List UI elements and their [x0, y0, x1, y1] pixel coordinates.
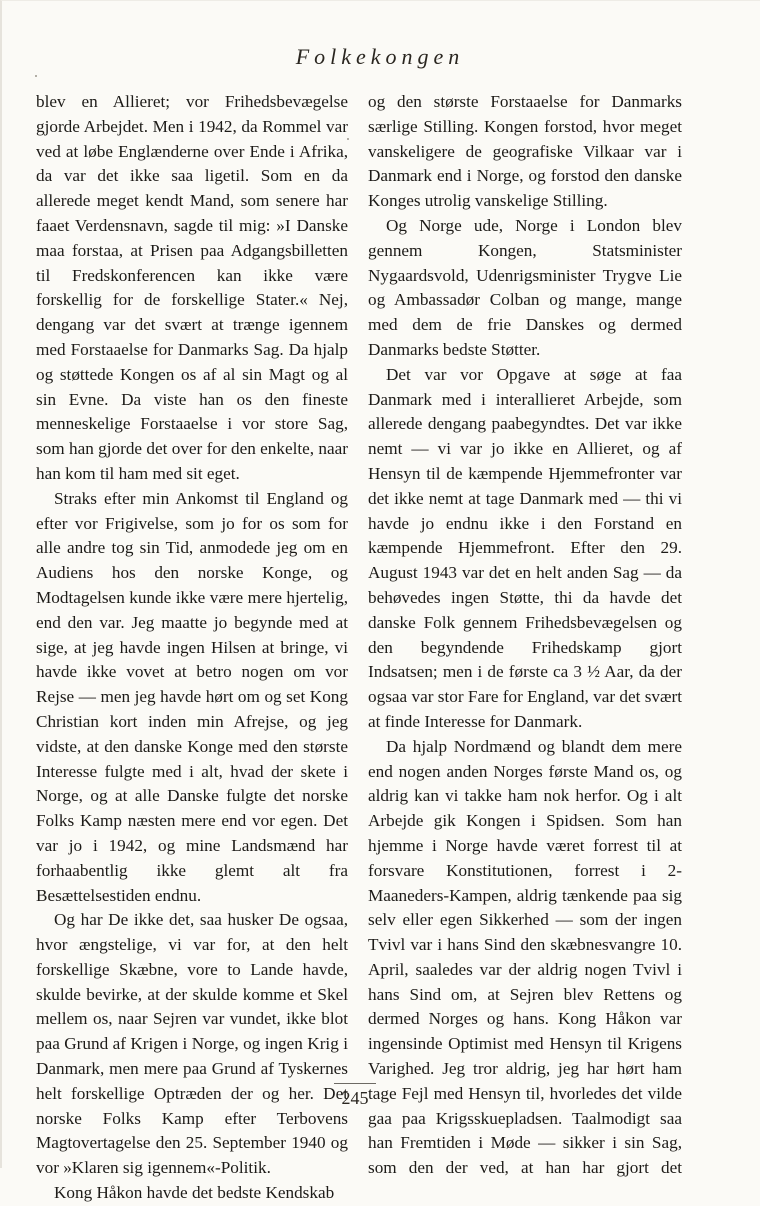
paper-speck — [35, 75, 37, 77]
right-paragraph: Det var vor Opgave at søge at faa Danmark med i interallieret Arbejde, som allerede dengang paabegyndtes. Det var ikke nemt — vi var jo ikke en Allieret, og af Hensyn til de kæmpende Hjemmefronter var det ikke nemt at tage Danmark med — thi vi havde jo endnu ikke i den Forstand en kæmpende Hjemmefront. Efter den 29. August 1943 var det en helt anden Sag — da behøvedes ingen Støtte, thi da havde det danske Folk gennem Frihedsbevægelsen og den begyndende Frihedskamp gjort Indsatsen; men i de første ca 3 ½ Aar, da der ogsaa var stor Fare for England, var det svært at finde Interesse for Danmark. — [368, 364, 682, 731]
left-paragraph: Straks efter min Ankomst til England og efter vor Frigivelse, som jo for os som for alle andre tog sin Tid, anmodede jeg om en Audiens hos den norske Konge, og Modtagelsen kunde ikke være mere hjertelig, end den var. Jeg maatte jo begynde med at sige, at jeg havde ingen Hilsen at bringe, vi havde ikke vovet at betro nogen om vor Rejse — men jeg havde hørt om og set Kong Christian kort inden min Afrejse, og jeg vidste, at den danske Konge med den største Interesse fulgte med i alt, hvad der skete i Norge, og at alle Danske fulgte det norske Folks Kamp næsten mere end vor egen. Det var jo i 1942, og mine Landsmænd har forhaabentlig ikke glemt alt fra Besættelsestiden endnu. — [36, 488, 348, 905]
left-paragraph: blev en Allieret; vor Frihedsbevægelse gjorde Arbejdet. Men i 1942, da Rommel var ved at løbe Englænderne over Ende i Afrika, da var det ikke saa ligetil. Som en da allerede meget kendt Mand, som senere har faaet Verdensnavn, sagde til mig: »I Danske maa forstaa, at Prisen paa Adgangsbilletten til Fredskonferencen kan ikke være forskellig for de forskellige Stater.« Nej, dengang var det svært at trænge igennem med Forstaaelse for Danmarks Sag. Da hjalp og støttede Kongen os af al sin Magt og al sin Evne. Da viste han os den fineste menneskelige Forstaaelse i vor store Sag, som han gjorde det over for den enkelte, naar han kom til ham med sit eget. — [36, 92, 348, 483]
running-header: Folkekongen — [295, 44, 465, 69]
folio-rule — [334, 1083, 376, 1084]
left-paragraph: Og har De ikke det, saa husker De ogsaa, hvor ængstelige, vi var for, at den helt forskellige Skæbne, vore to Lande havde, skulde bevirke, at der skulde komme et Skel mellem os, naar Sejren var vundet, ikke blot paa Grund af Krigen i Norge, og ingen Krig i Danmark, men mere paa Grund af Tyskernes helt forskellige Optræden der og her. Det norske Folks Kamp efter Terbovens Magtovertagelse den 25. September 1940 og vor »Klaren sig igennem«-Politik. — [36, 910, 348, 1178]
paper-speck — [347, 138, 349, 140]
left-column — [36, 90, 348, 1206]
page-number: 245 — [341, 1088, 369, 1108]
right-column — [368, 90, 682, 1181]
right-paragraph: og den største Forstaaelse for Danmarks særlige Stilling. Kongen forstod, hvor meget vanskeligere de geografiske Vilkaar var i Danmark end i Norge, og forstod den danske Konges utrolig vanskelige Stilling. — [368, 92, 682, 211]
right-paragraph: Og Norge ude, Norge i London blev gennem Kongen, Statsminister Nygaardsvold, Udenrigsminister Trygve Lie og Ambassadør Colban og mange, mange med dem de frie Danskes og dermed Danmarks bedste Støtter. — [368, 215, 682, 359]
left-paragraph: Kong Håkon havde det bedste Kendskab — [54, 1183, 335, 1203]
right-paragraph: Da hjalp Nordmænd og blandt dem mere end nogen anden Norges første Mand os, og aldrig kan vi takke ham nok herfor. Og i alt Arbejde gik Kongen i Spidsen. Som han hjemme i Norge havde været forrest til at forsvare Konstitutionen, forrest i 2-Maaneders-Kampen, aldrig tænkende paa sig selv eller egen Sikkerhed — som der ingen Tvivl var i hans Sind den skæbnesvangre 10. April, saaledes var der aldrig nogen Tvivl i hans Sind om, at Sejren blev Rettens og dermed Norges og hans. Kong Håkon var ingensinde Optimist med Hensyn til Krigens Varighed. Jeg tror aldrig, jeg har hørt ham tage Fejl med Hensyn til, hvorledes det vilde gaa paa Krigsskuepladsen. Taalmodigt saa han Fremtiden i Møde — sikker i sin Sag, som den der ved, at han har gjort det — [368, 736, 682, 1178]
